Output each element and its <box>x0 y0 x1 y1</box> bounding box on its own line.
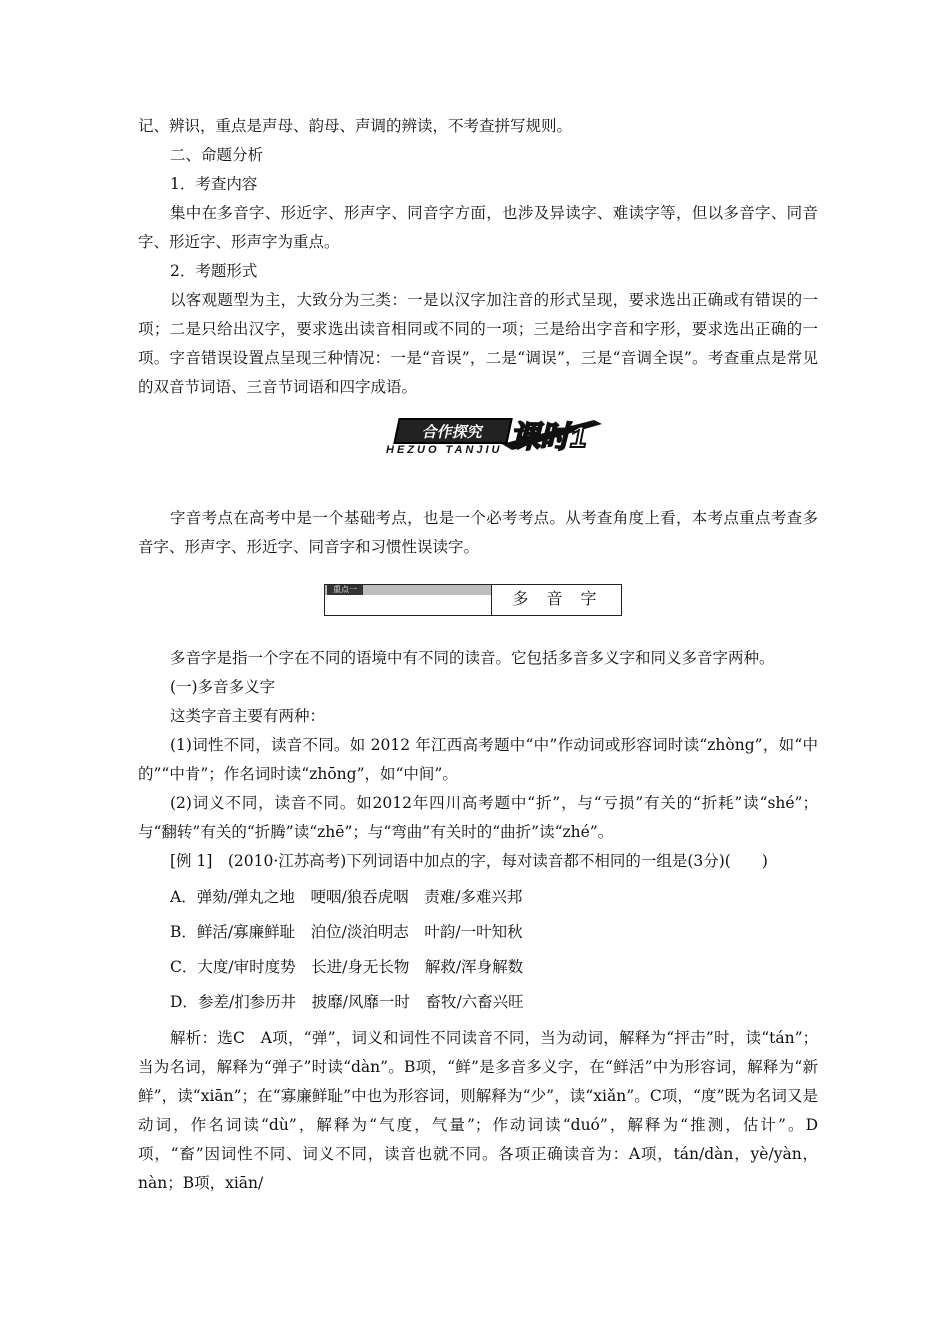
section-frame <box>324 584 622 616</box>
option-c: C．大度/审时度势 长进/身无长物 解救/浑身解数 <box>170 958 524 976</box>
section-label <box>138 584 818 618</box>
section-heading: 二、命题分析 <box>170 146 264 164</box>
option-d: D．参差/扪参历井 披靡/风靡一时 畜牧/六畜兴旺 <box>170 993 524 1011</box>
paragraph: 字音考点在高考中是一个基础考点，也是一个必考考点。从考查角度上看，本考点重点考查多音字、形声字、形近字、同音字和习惯性误读字。 <box>138 509 818 556</box>
option-list <box>138 880 818 1020</box>
option-b: B．鲜活/寡廉鲜耻 泊位/淡泊明志 叶韵/一叶知秋 <box>170 923 523 941</box>
page-content <box>138 112 818 1198</box>
option-a: A．弹劾/弹丸之地 哽咽/狼吞虎咽 责难/多难兴邦 <box>170 888 523 906</box>
section-title: 多音字 <box>512 589 615 608</box>
banner-title: 合作探究 <box>393 418 513 444</box>
paragraph: (1)词性不同，读音不同。如 2012 年江西高考题中“中”作动词或形容词时读“zhòng”，如“中的”“中肯”；作名词时读“zhōng”，如“中间”。 <box>138 736 818 783</box>
subsection-heading: (一)多音多义字 <box>170 678 276 696</box>
banner-lesson: 课时1 <box>510 421 587 454</box>
banner-pinyin: HEZUO TANJIU <box>386 444 503 456</box>
subsection-heading: 2．考题形式 <box>170 262 258 280</box>
paragraph: (2)词义不同，读音不同。如2012年四川高考题中“折”，与“亏损”有关的“折耗”读“shé”；与“翻转”有关的“折腾”读“zhē”；与“弯曲”有关时的“曲折”读“zhé”。 <box>138 794 818 841</box>
section-banner <box>138 408 818 504</box>
paragraph: 这类字音主要有两种： <box>170 707 326 725</box>
paragraph: 多音字是指一个字在不同的语境中有不同的读音。它包括多音多义字和同义多音字两种。 <box>170 649 775 667</box>
section-tag: 重点一 <box>327 585 363 595</box>
subsection-heading: 1．考查内容 <box>170 175 258 193</box>
example-question: [例 1] (2010·江苏高考)下列词语中加点的字，每对读音都不相同的一组是(3分)( ) <box>170 852 768 870</box>
paragraph: 以客观题型为主，大致分为三类：一是以汉字加注音的形式呈现，要求选出正确或有错误的一项；二是只给出汉字，要求选出读音相同或不同的一项；三是给出字音和字形，要求选出正确的一项。字音错误设置点呈现三种情况：一是“音误”，二是“调误”，三是“音调全误”。考查重点是常见的双音节词语、三音节词语和四字成语。 <box>138 291 818 396</box>
paragraph: 集中在多音字、形近字、形声字、同音字方面，也涉及异读字、难读字等，但以多音字、同音字、形近字、形声字为重点。 <box>138 204 818 251</box>
text-line: 记、辨识，重点是声母、韵母、声调的辨读，不考查拼写规则。 <box>138 117 573 135</box>
analysis-paragraph: 解析：选C A项，“弹”，词义和词性不同读音不同，当为动词，解释为“抨击”时，读“tán”；当为名词，解释为“弹子”时读“dàn”。B项，“鲜”是多音多义字，在“鲜活”中为形容词，解释为“新鲜”，读“xiān”；在“寡廉鲜耻”中也为形容词，则解释为“少”，读“xiǎn”。C项，“度”既为名词又是动词，作名词读“dù”，解释为“气度，气量”；作动词读“duó”，解释为“推测，估计”。D项，“畜”因词性不同、词义不同，读音也就不同。各项正确读音为：A项，tán/dàn，yè/yàn，nàn；B项，xiān/ <box>138 1029 818 1192</box>
